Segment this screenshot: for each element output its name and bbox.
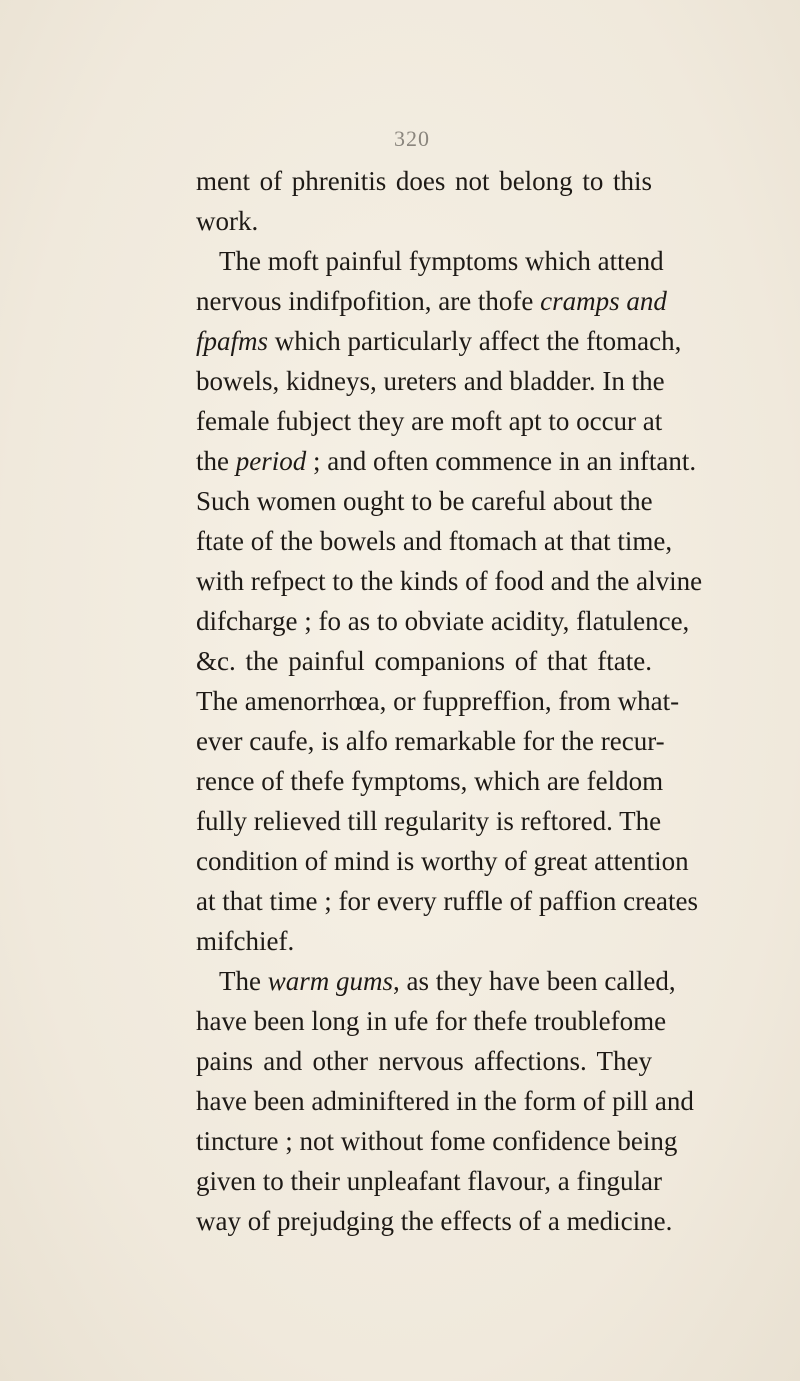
text-line: have been long in ufe for thefe troublefome: [196, 1006, 667, 1036]
text-line: ever caufe, is alfo remarkable for the recur-: [196, 726, 665, 756]
text-line: &c. the painful companions of that ftate.: [196, 646, 652, 676]
text-line: tincture ; not without fome confidence being: [196, 1126, 678, 1156]
text-line: rence of thefe fymptoms, which are feldom: [196, 766, 664, 796]
text-line: have been adminiftered in the form of pill and: [196, 1086, 694, 1116]
text-line: ment of phrenitis does not belong to this: [196, 166, 652, 196]
text-line: ftate of the bowels and ftomach at that time,: [196, 526, 673, 556]
text-line: pains and other nervous affections. They: [196, 1046, 652, 1076]
text-line: work.: [196, 206, 259, 236]
text-line: fpafms which particularly affect the ftomach,: [196, 326, 682, 356]
text-line: nervous indifpofition, are thofe cramps and: [196, 286, 667, 316]
text-line: Such women ought to be careful about the: [196, 486, 653, 516]
text-line: at that time ; for every ruffle of paffion creates: [196, 886, 699, 916]
text-line: way of prejudging the effects of a medicine.: [196, 1206, 673, 1236]
text-line: The moft painful fymptoms which attend: [219, 246, 664, 276]
text-line: mifchief.: [196, 926, 295, 956]
body-text: [196, 161, 703, 1241]
text-line: bowels, kidneys, ureters and bladder. In the: [196, 366, 665, 396]
text-line: the period ; and often commence in an inftant.: [196, 446, 697, 476]
text-line: The warm gums, as they have been called,: [219, 966, 676, 996]
page-number: 320: [394, 126, 430, 151]
text-line: fully relieved till regularity is reftored. The: [196, 806, 662, 836]
text-line: female fubject they are moft apt to occur at: [196, 406, 663, 436]
text-line: The amenorrhœa, or fuppreffion, from what-: [196, 686, 680, 716]
text-line: difcharge ; fo as to obviate acidity, flatulence,: [196, 606, 690, 636]
text-line: condition of mind is worthy of great attention: [196, 846, 689, 876]
text-line: given to their unpleafant flavour, a fingular: [196, 1166, 663, 1196]
text-line: with refpect to the kinds of food and the alvine: [196, 566, 703, 596]
